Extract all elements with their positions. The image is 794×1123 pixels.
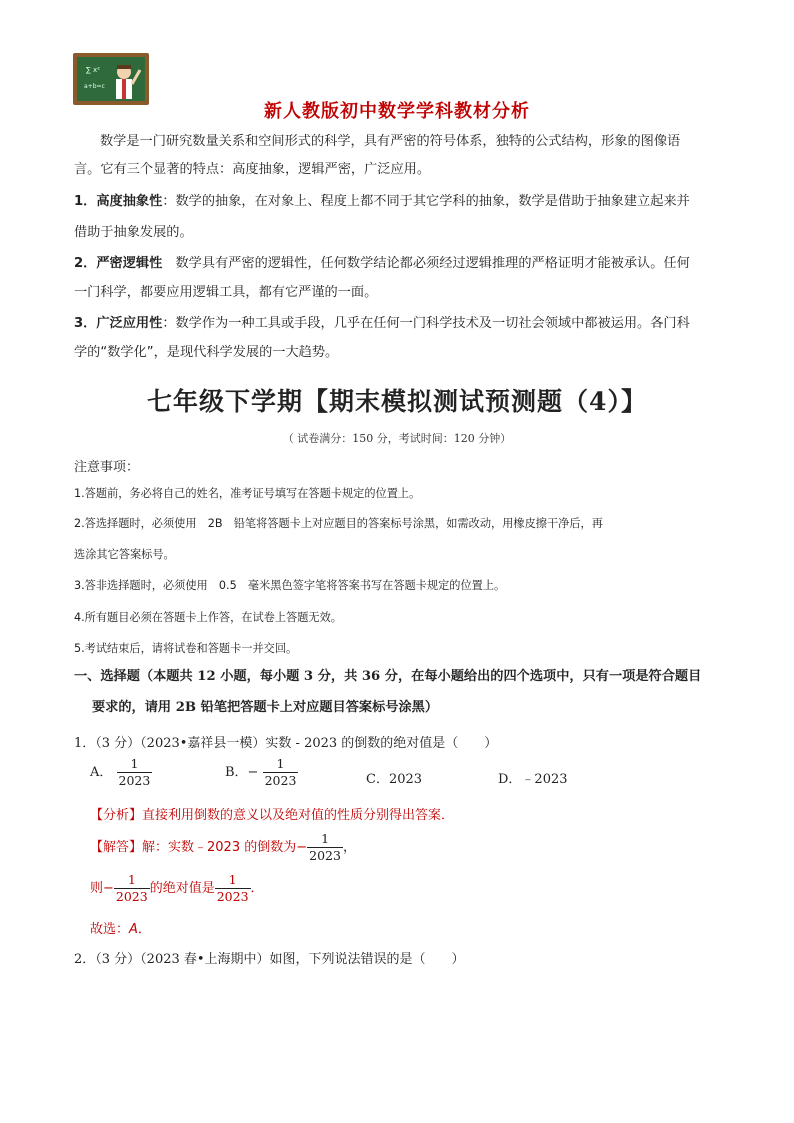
point-2-line-1 <box>74 254 724 274</box>
point-3-text: ：数学作为一种工具或手段，几乎在任何一门科学技术及一切社会领域中都被运用。各门科 <box>162 316 690 331</box>
point-1-text: ：数学的抽象，在对象上、程度上都不同于其它学科的抽象，数学是借助于抽象建立起来并 <box>162 194 690 209</box>
then-middle: 的绝对值是 <box>149 881 215 896</box>
point-2-text: 数学具有严密的逻辑性，任何数学结论都必须经过逻辑推理的严格证明才能被承认。任何 <box>162 256 690 271</box>
point-3-label: 3．广泛应用性 <box>74 316 163 331</box>
intro-line-2: 言。它有三个显著的特点：高度抽象，逻辑严密，广泛应用。 <box>74 162 431 177</box>
note-2-cont: 选涂其它答案标号。 <box>74 548 175 561</box>
fraction <box>117 756 153 789</box>
fraction-numerator: 1 <box>114 872 150 889</box>
svg-text:∑ x²: ∑ x² <box>86 66 100 74</box>
point-1-line-1 <box>74 192 724 212</box>
section-1-heading: 一、选择题（本题共 12 小题，每小题 3 分，共 36 分，在每小题给出的四个选项中，只有一项是符合题目 <box>74 669 702 684</box>
then-prefix: 则− <box>90 881 114 896</box>
fraction-numerator: 1 <box>117 756 153 773</box>
fraction-denominator: 2023 <box>118 773 151 788</box>
then-end: ． <box>250 881 264 896</box>
note-4: 4.所有题目必须在答题卡上作答，在试卷上答题无效。 <box>74 611 342 624</box>
fraction-denominator: 2023 <box>115 889 148 904</box>
question-1-then-line <box>90 872 264 905</box>
section-1-heading-cont: 要求的，请用 2B 铅笔把答题卡上对应题目答案标号涂黑） <box>92 700 439 715</box>
comma: ， <box>342 840 356 855</box>
fraction <box>114 872 150 905</box>
solution-text: 解：实数﹣2023 的倒数为 <box>142 840 297 855</box>
fraction-denominator: 2023 <box>309 848 341 863</box>
solution-tag: 【解答】 <box>90 840 143 855</box>
point-2-line-2: 一门科学，都要应用逻辑工具，都有它严谨的一面。 <box>74 285 378 300</box>
exam-title: 七年级下学期【期末模拟测试预测题（4）】 <box>147 387 647 416</box>
fraction <box>215 872 251 905</box>
question-1-solution <box>90 831 356 864</box>
choose-text: 故选： <box>90 922 130 937</box>
question-1-stem: 1．（3 分）（2023•嘉祥县一模）实数 - 2023 的倒数的绝对值是（ ） <box>74 736 498 751</box>
question-2-stem: 2．（3 分）（2023 春•上海期中）如图，下列说法错误的是（ ） <box>74 952 465 967</box>
minus-sign: − <box>296 840 308 855</box>
choose-letter: A <box>129 922 138 937</box>
fraction-denominator: 2023 <box>216 889 249 904</box>
svg-text:a+b=c: a+b=c <box>84 83 105 90</box>
question-1-option-c: C．2023 <box>366 772 423 787</box>
question-1-option-a <box>90 756 152 789</box>
fraction-denominator: 2023 <box>264 773 297 788</box>
analysis-tag: 【分析】 <box>90 808 143 823</box>
fraction <box>263 756 299 789</box>
choose-end: ． <box>137 922 151 937</box>
notes-heading: 注意事项： <box>74 460 140 475</box>
point-1-line-2: 借助于抽象发展的。 <box>74 225 193 240</box>
option-b-label: B．− <box>225 765 259 780</box>
note-2: 2.答选择题时，必须使用 2B 铅笔将答题卡上对应题目的答案标号涂黑，如需改动，用橡皮擦干净后，再 <box>74 517 603 530</box>
point-2-label: 2．严密逻辑性 <box>74 256 163 271</box>
question-1-option-b <box>225 756 298 789</box>
question-1-analysis <box>90 804 454 823</box>
point-3-line-1 <box>74 314 724 334</box>
fraction-numerator: 1 <box>307 831 343 848</box>
exam-subtitle: （ 试卷满分：150 分，考试时间：120 分钟） <box>282 432 512 445</box>
question-1-choose <box>90 918 151 937</box>
header-title: 新人教版初中数学学科教材分析 <box>264 101 530 122</box>
fraction-numerator: 1 <box>215 872 251 889</box>
note-3: 3.答非选择题时，必须使用 0.5 毫米黑色签字笔将答案书写在答题卡规定的位置上。 <box>74 579 506 592</box>
option-a-label: A． <box>90 765 113 780</box>
note-5: 5.考试结束后，请将试卷和答题卡一并交回。 <box>74 642 298 655</box>
fraction <box>307 831 343 864</box>
point-1-label: 1．高度抽象性 <box>74 194 163 209</box>
fraction-numerator: 1 <box>263 756 299 773</box>
analysis-text: 直接利用倒数的意义以及绝对值的性质分别得出答案． <box>142 808 455 823</box>
intro-line-1: 数学是一门研究数量关系和空间形式的科学，具有严密的符号体系，独特的公式结构，形象的图像语 <box>100 134 681 149</box>
point-3-line-2: 学的“数学化”，是现代科学发展的一大趋势。 <box>74 345 339 360</box>
note-1: 1.答题前，务必将自己的姓名，准考证号填写在答题卡规定的位置上。 <box>74 487 421 500</box>
question-1-option-d: D．﹣2023 <box>498 772 568 787</box>
